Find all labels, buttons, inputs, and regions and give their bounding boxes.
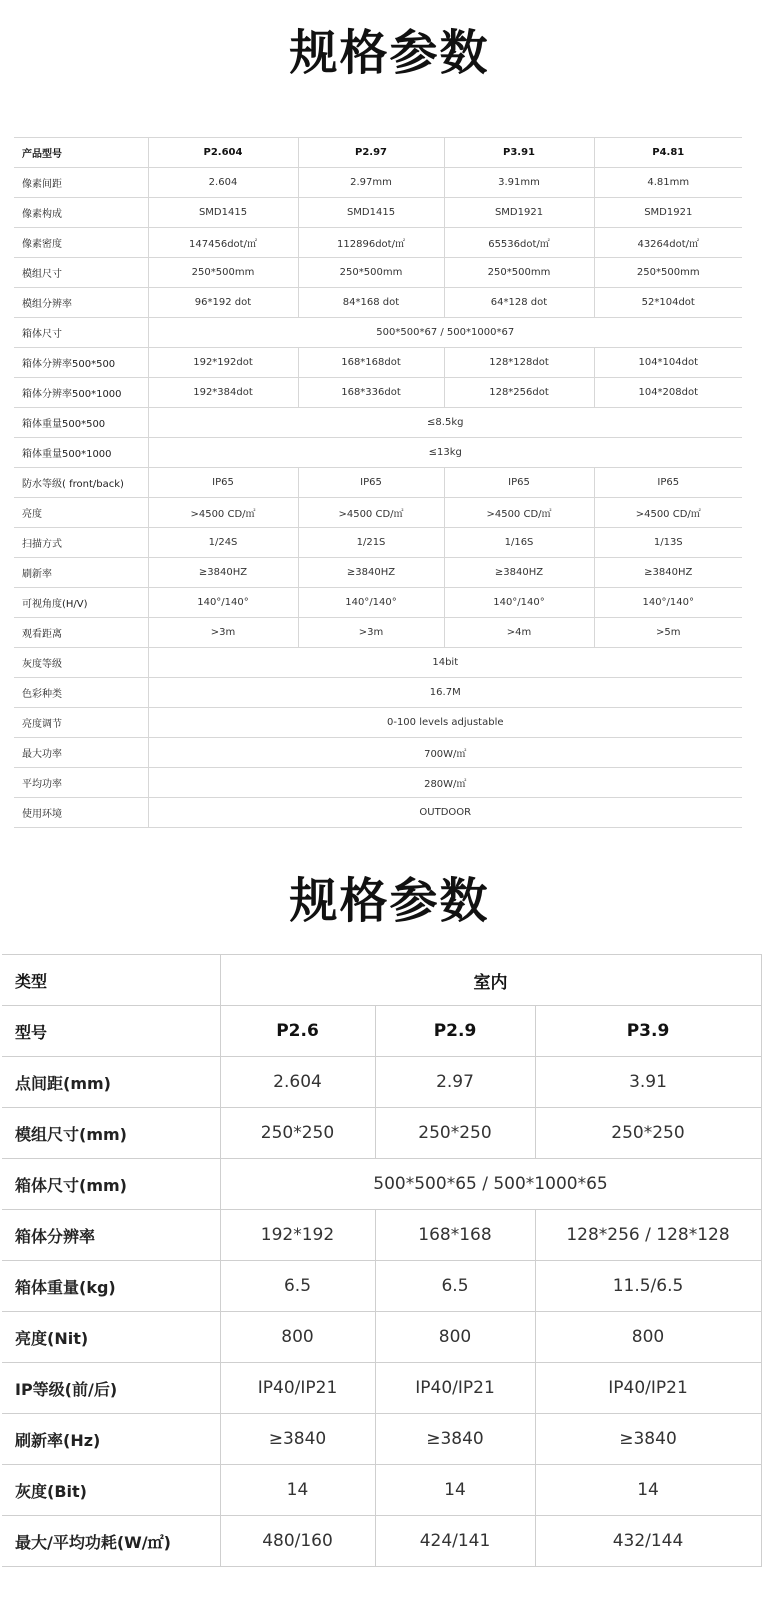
row-label: 模组尺寸 xyxy=(14,258,148,288)
row-label: 模组尺寸(mm) xyxy=(2,1108,220,1159)
row-label: 像素密度 xyxy=(14,228,148,258)
row-label: 亮度 xyxy=(14,498,148,528)
value-cell: 140°/140° xyxy=(148,588,298,618)
row-label: 防水等级( front/back) xyxy=(14,468,148,498)
value-cell: 2.604 xyxy=(220,1057,375,1108)
row-label: 箱体分辨率500*500 xyxy=(14,348,148,378)
table-row xyxy=(14,648,742,678)
row-label: 亮度(Nit) xyxy=(2,1312,220,1363)
value-cell: IP40/IP21 xyxy=(535,1363,761,1414)
table-row xyxy=(14,708,742,738)
value-cell: SMD1415 xyxy=(148,198,298,228)
row-label: 箱体重量500*1000 xyxy=(14,438,148,468)
row-label: 亮度调节 xyxy=(14,708,148,738)
table-row xyxy=(2,1363,761,1414)
section1-title: 规格参数 xyxy=(289,25,490,81)
table-row xyxy=(2,1516,761,1567)
row-label: 灰度等级 xyxy=(14,648,148,678)
spec-table-outdoor xyxy=(14,137,742,828)
table-row xyxy=(14,618,742,648)
table-row xyxy=(14,798,742,828)
table-row xyxy=(14,588,742,618)
value-cell: ≥3840HZ xyxy=(444,558,594,588)
table-row xyxy=(14,498,742,528)
value-cell: SMD1921 xyxy=(594,198,742,228)
value-cell: SMD1415 xyxy=(298,198,444,228)
value-cell: SMD1921 xyxy=(444,198,594,228)
value-cell: 2.97mm xyxy=(298,168,444,198)
value-cell: 140°/140° xyxy=(444,588,594,618)
value-cell: 2.604 xyxy=(148,168,298,198)
row-label: 箱体分辨率500*1000 xyxy=(14,378,148,408)
value-cell: >5m xyxy=(594,618,742,648)
value-cell: 192*384dot xyxy=(148,378,298,408)
value-cell: 104*208dot xyxy=(594,378,742,408)
model-header-cell: P2.97 xyxy=(298,138,444,168)
value-cell: 168*168 xyxy=(375,1210,535,1261)
table-row xyxy=(14,288,742,318)
row-label: 像素构成 xyxy=(14,198,148,228)
row-label: 产品型号 xyxy=(14,138,148,168)
value-cell: 800 xyxy=(220,1312,375,1363)
model-header-cell: P3.91 xyxy=(444,138,594,168)
row-label: 点间距(mm) xyxy=(2,1057,220,1108)
value-cell: 800 xyxy=(535,1312,761,1363)
row-label: 刷新率(Hz) xyxy=(2,1414,220,1465)
value-cell: 65536dot/㎡ xyxy=(444,228,594,258)
value-cell: 14 xyxy=(220,1465,375,1516)
value-cell: 250*250 xyxy=(220,1108,375,1159)
value-cell: >3m xyxy=(298,618,444,648)
row-label: 像素间距 xyxy=(14,168,148,198)
table-row xyxy=(14,348,742,378)
section2-title: 规格参数 xyxy=(289,873,490,929)
table-row xyxy=(2,1261,761,1312)
row-label: 观看距离 xyxy=(14,618,148,648)
value-cell: 1/13S xyxy=(594,528,742,558)
row-label: 类型 xyxy=(2,955,220,1006)
row-label: 型号 xyxy=(2,1006,220,1057)
value-cell: ≥3840 xyxy=(220,1414,375,1465)
value-cell: IP40/IP21 xyxy=(375,1363,535,1414)
value-cell: 1/21S xyxy=(298,528,444,558)
value-cell: >4500 CD/㎡ xyxy=(148,498,298,528)
row-label: 使用环境 xyxy=(14,798,148,828)
table-row xyxy=(2,1465,761,1516)
row-label: 最大功率 xyxy=(14,738,148,768)
merged-value-cell: 14bit xyxy=(148,648,742,678)
value-cell: 192*192dot xyxy=(148,348,298,378)
row-label: 模组分辨率 xyxy=(14,288,148,318)
type-row xyxy=(2,955,761,1006)
table-row xyxy=(14,678,742,708)
value-cell: >4m xyxy=(444,618,594,648)
table-row xyxy=(14,378,742,408)
table-header-row xyxy=(2,1006,761,1057)
value-cell: 3.91mm xyxy=(444,168,594,198)
table-row xyxy=(14,318,742,348)
merged-value-cell: 16.7M xyxy=(148,678,742,708)
table-header-row xyxy=(14,138,742,168)
row-label: IP等级(前/后) xyxy=(2,1363,220,1414)
value-cell: >4500 CD/㎡ xyxy=(594,498,742,528)
row-label: 箱体分辨率 xyxy=(2,1210,220,1261)
value-cell: IP65 xyxy=(148,468,298,498)
table-row xyxy=(14,198,742,228)
value-cell: 250*500mm xyxy=(444,258,594,288)
table-row xyxy=(2,1210,761,1261)
value-cell: 104*104dot xyxy=(594,348,742,378)
table-row xyxy=(2,1108,761,1159)
table-row xyxy=(14,228,742,258)
merged-value-cell: OUTDOOR xyxy=(148,798,742,828)
merged-value-cell: ≤8.5kg xyxy=(148,408,742,438)
value-cell: IP65 xyxy=(444,468,594,498)
row-label: 扫描方式 xyxy=(14,528,148,558)
table-row xyxy=(14,768,742,798)
value-cell: 168*336dot xyxy=(298,378,444,408)
row-label: 箱体尺寸 xyxy=(14,318,148,348)
value-cell: 250*500mm xyxy=(594,258,742,288)
row-label: 平均功率 xyxy=(14,768,148,798)
table-row xyxy=(14,168,742,198)
value-cell: >4500 CD/㎡ xyxy=(444,498,594,528)
value-cell: 14 xyxy=(535,1465,761,1516)
value-cell: 128*256dot xyxy=(444,378,594,408)
value-cell: 1/16S xyxy=(444,528,594,558)
value-cell: 480/160 xyxy=(220,1516,375,1567)
value-cell: ≥3840HZ xyxy=(298,558,444,588)
model-header-cell: P3.9 xyxy=(535,1006,761,1057)
value-cell: 64*128 dot xyxy=(444,288,594,318)
value-cell: 800 xyxy=(375,1312,535,1363)
row-label: 刷新率 xyxy=(14,558,148,588)
model-header-cell: P4.81 xyxy=(594,138,742,168)
value-cell: IP40/IP21 xyxy=(220,1363,375,1414)
value-cell: 112896dot/㎡ xyxy=(298,228,444,258)
value-cell: 250*500mm xyxy=(298,258,444,288)
value-cell: IP65 xyxy=(298,468,444,498)
value-cell: ≥3840 xyxy=(535,1414,761,1465)
table-row xyxy=(14,738,742,768)
value-cell: 11.5/6.5 xyxy=(535,1261,761,1312)
value-cell: ≥3840HZ xyxy=(594,558,742,588)
value-cell: 6.5 xyxy=(375,1261,535,1312)
value-cell: 250*250 xyxy=(375,1108,535,1159)
value-cell: 250*500mm xyxy=(148,258,298,288)
table-row xyxy=(2,1159,761,1210)
value-cell: 432/144 xyxy=(535,1516,761,1567)
table-row xyxy=(14,528,742,558)
merged-value-cell: 0-100 levels adjustable xyxy=(148,708,742,738)
table-row xyxy=(2,1057,761,1108)
value-cell: >4500 CD/㎡ xyxy=(298,498,444,528)
value-cell: 192*192 xyxy=(220,1210,375,1261)
value-cell: 128*256 / 128*128 xyxy=(535,1210,761,1261)
row-label: 色彩种类 xyxy=(14,678,148,708)
value-cell: 140°/140° xyxy=(298,588,444,618)
row-label: 箱体重量(kg) xyxy=(2,1261,220,1312)
value-cell: 43264dot/㎡ xyxy=(594,228,742,258)
value-cell: 147456dot/㎡ xyxy=(148,228,298,258)
type-value-cell: 室内 xyxy=(220,955,761,1006)
merged-value-cell: 500*500*65 / 500*1000*65 xyxy=(220,1159,761,1210)
model-header-cell: P2.6 xyxy=(220,1006,375,1057)
model-header-cell: P2.9 xyxy=(375,1006,535,1057)
value-cell: 1/24S xyxy=(148,528,298,558)
value-cell: ≥3840 xyxy=(375,1414,535,1465)
merged-value-cell: ≤13kg xyxy=(148,438,742,468)
merged-value-cell: 280W/㎡ xyxy=(148,768,742,798)
table-row xyxy=(14,258,742,288)
value-cell: 14 xyxy=(375,1465,535,1516)
row-label: 可视角度(H/V) xyxy=(14,588,148,618)
value-cell: 168*168dot xyxy=(298,348,444,378)
row-label: 箱体尺寸(mm) xyxy=(2,1159,220,1210)
value-cell: IP65 xyxy=(594,468,742,498)
value-cell: 3.91 xyxy=(535,1057,761,1108)
value-cell: 140°/140° xyxy=(594,588,742,618)
value-cell: >3m xyxy=(148,618,298,648)
row-label: 灰度(Bit) xyxy=(2,1465,220,1516)
value-cell: 52*104dot xyxy=(594,288,742,318)
value-cell: 6.5 xyxy=(220,1261,375,1312)
value-cell: 128*128dot xyxy=(444,348,594,378)
value-cell: 96*192 dot xyxy=(148,288,298,318)
row-label: 箱体重量500*500 xyxy=(14,408,148,438)
value-cell: 84*168 dot xyxy=(298,288,444,318)
value-cell: 2.97 xyxy=(375,1057,535,1108)
value-cell: 250*250 xyxy=(535,1108,761,1159)
table-row xyxy=(2,1414,761,1465)
value-cell: 424/141 xyxy=(375,1516,535,1567)
model-header-cell: P2.604 xyxy=(148,138,298,168)
table-row xyxy=(2,1312,761,1363)
row-label: 最大/平均功耗(W/㎡) xyxy=(2,1516,220,1567)
table-row xyxy=(14,468,742,498)
spec-table-indoor xyxy=(2,954,762,1567)
table-row xyxy=(14,438,742,468)
value-cell: ≥3840HZ xyxy=(148,558,298,588)
merged-value-cell: 700W/㎡ xyxy=(148,738,742,768)
table-row xyxy=(14,408,742,438)
table-row xyxy=(14,558,742,588)
merged-value-cell: 500*500*67 / 500*1000*67 xyxy=(148,318,742,348)
value-cell: 4.81mm xyxy=(594,168,742,198)
